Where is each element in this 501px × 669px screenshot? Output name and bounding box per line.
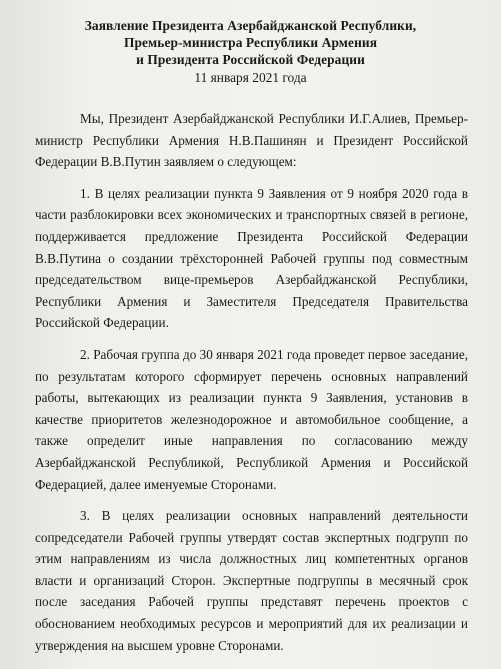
paragraph-1: 1. В целях реализации пункта 9 Заявления от 9 ноября 2020 года в части разблокировки всех экономических и транспортных связей в регионе, поддерживается предложение Президента Российской Федерации В.В.Путина о создании трёхсторонней Рабочей группы под совместным председательством вице-премьеров Азербайджанской Республики, Республики Армения и Заместителя Председателя Правительства Российской Федерации. [35,185,468,331]
paragraph-2: 2. Рабочая группа до 30 января 2021 года проведет первое заседание, по результатам которого сформирует перечень основных направлений работы, вытекающих из реализации пункта 9 Заявления, установив в качестве приоритетов железнодорожное и автомобильное сообщение, а также определит иные направления по согласованию между Азербайджанской Республикой, Республикой Армения и Российской Федерацией, далее именуемые Сторонами. [35,346,468,492]
document-body [35,108,468,656]
document-title-line-2: Премьер-министра Республики Армения [123,35,378,50]
document-header [0,17,501,86]
paragraph-intro: Мы, Президент Азербайджанской Республики И.Г.Алиев, Премьер-министр Республики Армения Н.В.Пашинян и Президент Российской Федерации В.В.Путин заявляем о следующем: [35,111,468,170]
paragraph-3: 3. В целях реализации основных направлений деятельности сопредседатели Рабочей группы утвердят состав экспертных подгрупп по этим направлениям из числа должностных лиц компетентных органов власти и организаций Сторон. Экспертные подгруппы в месячный срок после заседания Рабочей группы представят перечень проектов с обоснованием необходимых ресурсов и мероприятий для их реализации и утверждения на высшем уровне Сторонами. [35,508,468,653]
document-date: 11 января 2021 года [194,70,307,85]
document-title-line-3: и Президента Российской Федерации [136,52,365,67]
document-title-line-1: Заявление Президента Азербайджанской Республики, [84,18,417,33]
